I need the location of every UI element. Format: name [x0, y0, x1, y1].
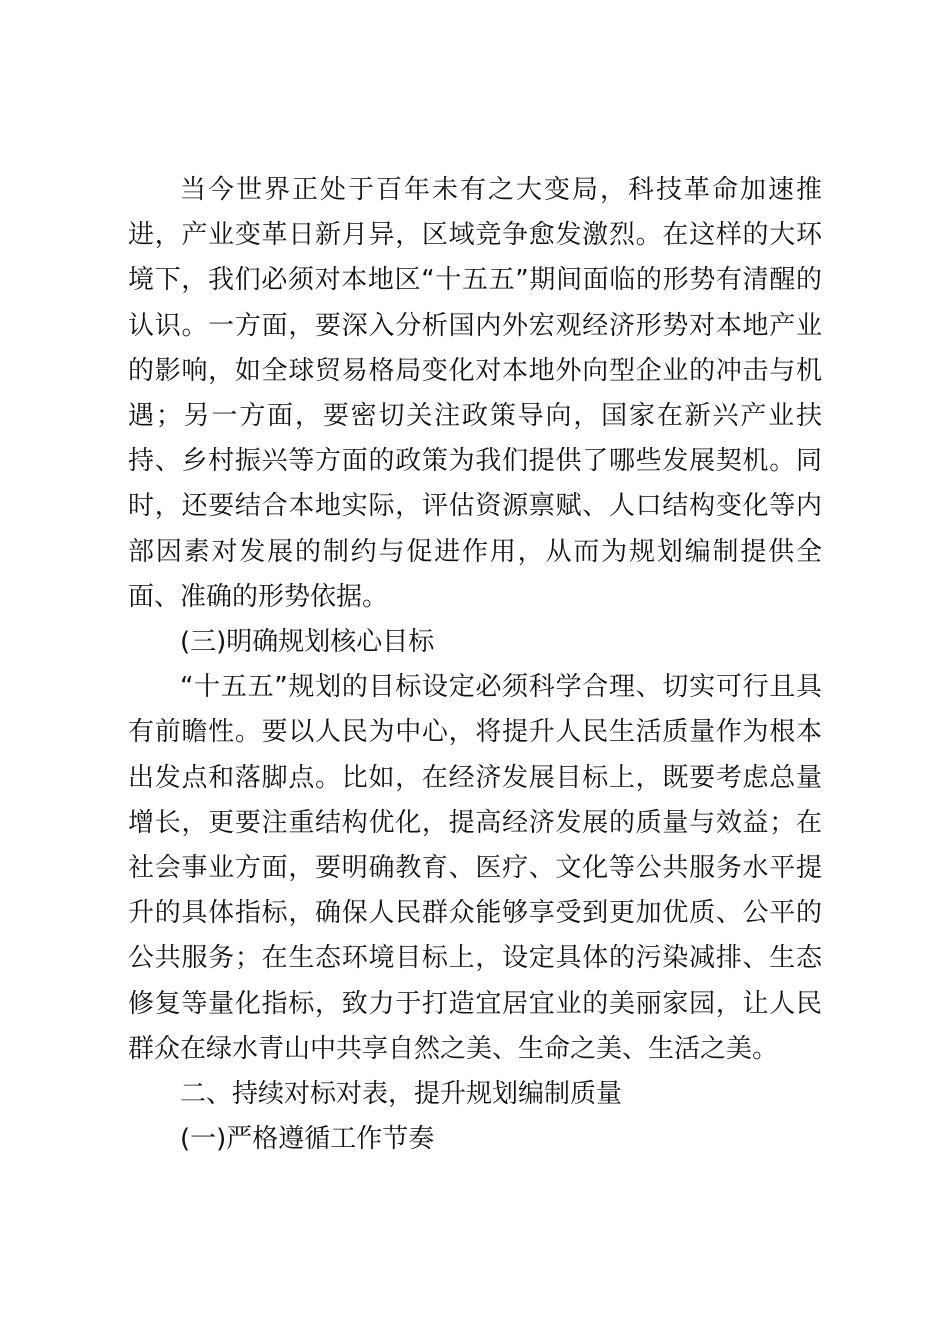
- paragraph-goal-setting: “十五五”规划的目标设定必须科学合理、切实可行且具有前瞻性。要以人民为中心，将提升人民生活质量作为根本出发点和落脚点。比如，在经济发展目标上，既要考虑总量增长，更要注重结构优化，提高经济发展的质量与效益；在社会事业方面，要明确教育、医疗、文化等公共服务水平提升的具体指标，确保人民群众能够享受到更加优质、公平的公共服务；在生态环境目标上，设定具体的污染减排、生态修复等量化指标，致力于打造宜居宜业的美丽家园，让人民群众在绿水青山中共享自然之美、生命之美、生活之美。: [128, 672, 822, 1064]
- section-heading-core-goals: (三)明确规划核心目标: [180, 627, 435, 658]
- document-body: [128, 168, 822, 1162]
- paragraph-situation-analysis: 当今世界正处于百年未有之大变局，科技革命加速推进，产业变革日新月异，区域竞争愈发激烈。在这样的大环境下，我们必须对本地区“十五五”期间面临的形势有清醒的认识。一方面，要深入分析国内外宏观经济形势对本地产业的影响，如全球贸易格局变化对本地外向型企业的冲击与机遇；另一方面，要密切关注政策导向，国家在新兴产业扶持、乡村振兴等方面的政策为我们提供了哪些发展契机。同时，还要结合本地实际，评估资源禀赋、人口结构变化等内部因素对发展的制约与促进作用，从而为规划编制提供全面、准确的形势依据。: [128, 175, 822, 612]
- section-heading-work-rhythm: (一)严格遵循工作节奏: [180, 1124, 435, 1155]
- chapter-heading-planning-quality: 二、持续对标对表，提升规划编制质量: [180, 1079, 623, 1110]
